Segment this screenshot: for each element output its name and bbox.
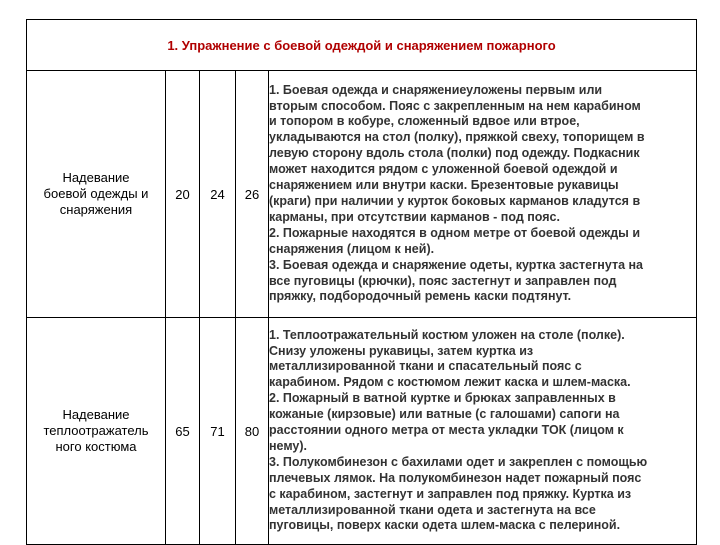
- norm-good: 71: [200, 318, 236, 545]
- norm-satisfactory: 80: [236, 318, 269, 545]
- condition-line: кожаные (кирзовые) или ватные (с галошами) сапоги на: [269, 407, 620, 422]
- table-title: 1. Упражнение с боевой одеждой и снаряжением пожарного: [27, 20, 697, 71]
- condition-line: снаряжением или внутри каски. Брезентовые рукавицы: [269, 178, 619, 193]
- condition-line: левую сторону вдоль стола (полки) под одежду. Подкасник: [269, 146, 640, 161]
- condition-line: вторым способом. Пояс с закрепленным на нем карабином: [269, 98, 641, 113]
- exercise-name-line: боевой одежды и: [43, 186, 149, 201]
- norm-excellent: 20: [166, 71, 200, 318]
- condition-line: может находится рядом с уложенной боевой одеждой и: [269, 162, 618, 177]
- condition-line: 1. Боевая одежда и снаряжениеуложены первым или: [269, 82, 603, 97]
- condition-line: Снизу уложены рукавицы, затем куртка из: [269, 343, 534, 358]
- condition-line: и топором в кобуре, сложенный вдвое или втрое,: [269, 114, 580, 129]
- condition-line: карабином. Рядом с костюмом лежит каска и шлем-маска.: [269, 375, 631, 390]
- condition-line: металлизированной ткани одета и застегнута на все: [269, 502, 596, 517]
- norm-good: 24: [200, 71, 236, 318]
- standards-table: [26, 19, 697, 545]
- condition-line: пуговицы, поверх каски одета шлем-маска с пелериной.: [269, 518, 621, 533]
- condition-line: плечевых лямок. На полукомбинезон надет пожарный пояс: [269, 470, 642, 485]
- condition-line: 2. Пожарные находятся в одном метре от боевой одежды и: [269, 225, 641, 240]
- condition-line: (краги) при наличии у курток боковых карманов кладутся в: [269, 194, 641, 208]
- condition-line: 1. Теплоотражательный костюм уложен на столе (полке).: [269, 327, 625, 342]
- exercise-name-line: Надевание: [62, 170, 130, 185]
- condition-line: снаряжения (лицом к ней).: [269, 241, 435, 256]
- exercise-name-line: снаряжения: [59, 202, 133, 217]
- exercise-name: [27, 71, 166, 318]
- table-row: [27, 71, 697, 318]
- condition-line: пряжку, подбородочный ремень каски подтянут.: [269, 289, 572, 304]
- exercise-name-line: Надевание: [62, 407, 130, 422]
- condition-line: 3. Полукомбинезон с бахилами одет и закреплен с помощью: [269, 454, 648, 469]
- condition-line: карманы, при отсутствии карманов - под пояс.: [269, 209, 560, 224]
- condition-line: 3. Боевая одежда и снаряжение одеты, куртка застегнута на: [269, 257, 643, 272]
- exercise-name-line: ного костюма: [55, 439, 137, 454]
- condition-line: 2. Пожарный в ватной куртке и брюках заправленных в: [269, 391, 616, 406]
- condition-line: нему).: [269, 438, 308, 453]
- exercise-conditions: [269, 318, 697, 545]
- table-row: [27, 318, 697, 545]
- norm-satisfactory: 26: [236, 71, 269, 318]
- condition-line: с карабином, застегнут и заправлен под пряжку. Куртка из: [269, 486, 632, 501]
- condition-line: расстоянии одного метра от места укладки ТОК (лицом к: [269, 423, 624, 438]
- exercise-name: [27, 318, 166, 545]
- exercise-conditions: [269, 71, 697, 318]
- condition-line: все пуговицы (крючки), пояс застегнут и заправлен под: [269, 273, 617, 288]
- norm-excellent: 65: [166, 318, 200, 545]
- condition-line: укладываются на стол (полку), пряжкой свеху, топорищем в: [269, 130, 645, 145]
- condition-line: металлизированной ткани и спасательный пояс с: [269, 359, 582, 374]
- exercise-name-line: теплоотражатель: [43, 423, 149, 438]
